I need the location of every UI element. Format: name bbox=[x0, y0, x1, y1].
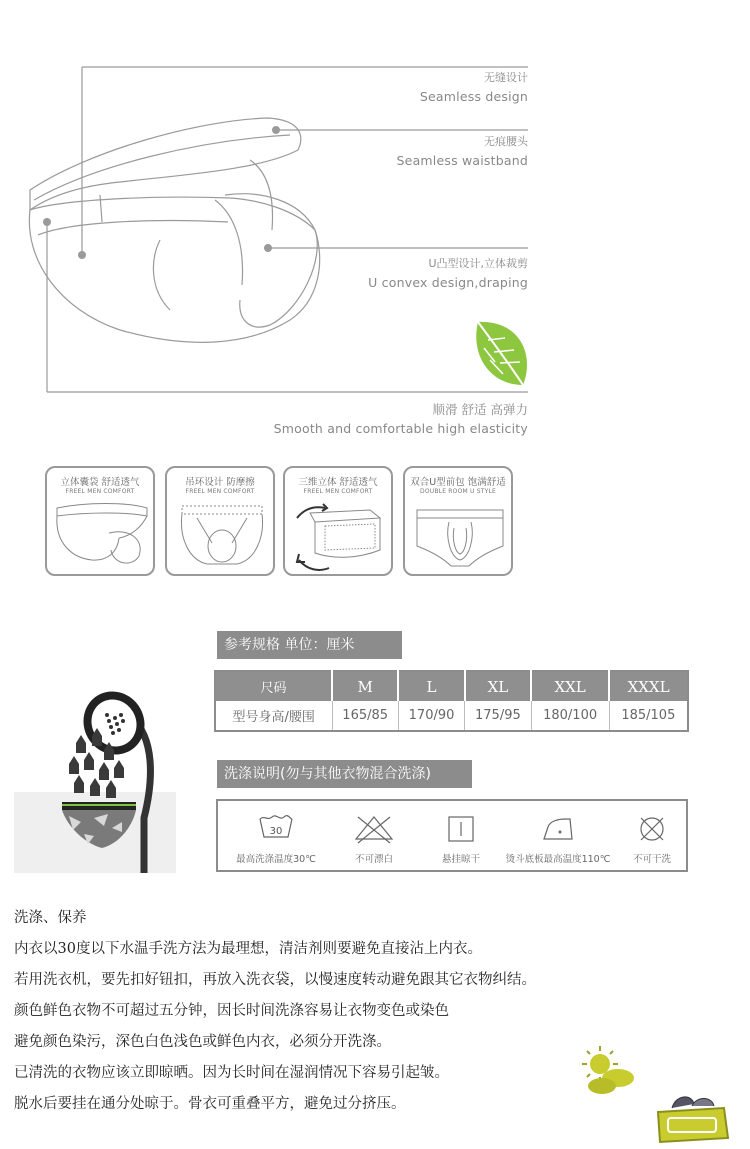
feature-en: Seamless waistband bbox=[396, 153, 528, 168]
3d-drawing bbox=[285, 498, 393, 576]
briefs-line-drawing bbox=[0, 0, 750, 450]
feature-smooth bbox=[274, 400, 528, 438]
size-value-row bbox=[215, 701, 688, 731]
box-title-cn: 双合U型前包 饱满舒适 bbox=[410, 477, 506, 488]
feature-en: U convex design,draping bbox=[368, 275, 528, 290]
feature-seamless-design bbox=[420, 68, 528, 106]
size-header-cell: M bbox=[332, 671, 398, 701]
pouch-drawing bbox=[47, 498, 155, 576]
size-value-cell: 175/95 bbox=[465, 701, 531, 731]
hang-dry-icon bbox=[433, 811, 489, 847]
feature-box-ring bbox=[165, 466, 275, 576]
feature-cn: 无痕腰头 bbox=[484, 135, 528, 148]
size-row-label: 型号身高/腰围 bbox=[215, 701, 332, 731]
care-label: 不可干洗 bbox=[632, 854, 672, 865]
care-item-hang-dry bbox=[433, 811, 489, 865]
box-title-en: FREEL MEN COMFORT bbox=[185, 488, 255, 495]
wash-30-icon bbox=[248, 811, 304, 847]
care-label: 最高洗涤温度30℃ bbox=[236, 854, 316, 865]
feature-cn: 顺滑 舒适 高弹力 bbox=[432, 402, 528, 417]
shower-product-image bbox=[14, 688, 176, 873]
feature-box-3d bbox=[283, 466, 393, 576]
box-title-en: FREEL MEN COMFORT bbox=[65, 488, 135, 495]
wash-temp-text: 30 bbox=[269, 826, 283, 837]
leaf-icon bbox=[476, 322, 527, 385]
size-value-cell: 170/90 bbox=[398, 701, 464, 731]
size-value-cell: 165/85 bbox=[332, 701, 398, 731]
size-table bbox=[214, 670, 689, 732]
care-label: 悬挂晾干 bbox=[441, 854, 481, 865]
care-line: 颜色鲜色衣物不可超过五分钟，因长时间洗涤容易让衣物变色或染色 bbox=[14, 1003, 449, 1019]
care-label: 烫斗底板最高温度110℃ bbox=[505, 854, 611, 865]
care-line: 脱水后要挂在通分处晾于。骨衣可重叠平方，避免过分挤压。 bbox=[14, 1096, 406, 1112]
care-line: 避免颜色染污，深色白色浅色或鲜色内衣，必须分开洗涤。 bbox=[14, 1034, 391, 1050]
feature-en: Seamless design bbox=[419, 89, 528, 104]
feature-u-convex bbox=[368, 254, 528, 292]
feature-box-u-style bbox=[403, 466, 513, 576]
box-title-cn: 三维立体 舒适透气 bbox=[298, 477, 378, 488]
shower-illustration bbox=[14, 688, 176, 873]
laundry-bag-icon bbox=[650, 1090, 732, 1146]
size-header-row bbox=[215, 671, 688, 701]
feature-cn: 无缝设计 bbox=[484, 71, 528, 84]
iron-icon bbox=[530, 811, 586, 847]
no-dry-clean-icon bbox=[624, 811, 680, 847]
no-bleach-icon bbox=[346, 811, 402, 847]
size-section-title: 参考规格 单位：厘米 bbox=[217, 631, 402, 659]
care-line: 若用洗衣机，要先扣好钮扣，再放入洗衣袋，以慢速度转动避免跟其它衣物纠结。 bbox=[14, 972, 536, 988]
box-title-en: FREEL MEN COMFORT bbox=[303, 488, 373, 495]
feature-en: Smooth and comfortable high elasticity bbox=[273, 421, 528, 436]
box-title-en: DOUBLE ROOM U STYLE bbox=[420, 488, 496, 495]
sun-dry-icon bbox=[578, 1042, 640, 1102]
size-header-label: 尺码 bbox=[215, 671, 332, 701]
u-style-drawing bbox=[405, 498, 513, 576]
care-item-no-bleach bbox=[346, 811, 402, 865]
size-value-cell: 180/100 bbox=[531, 701, 609, 731]
wash-section-title: 洗涤说明(勿与其他衣物混合洗涤) bbox=[217, 760, 472, 788]
care-item-iron bbox=[505, 811, 611, 865]
box-title-cn: 立体囊袋 舒适透气 bbox=[60, 477, 140, 488]
care-icons-panel bbox=[216, 799, 688, 872]
feature-cn: U凸型设计,立体裁剪 bbox=[428, 257, 528, 270]
care-label: 不可漂白 bbox=[354, 854, 394, 865]
care-item-wash bbox=[236, 811, 316, 865]
size-header-cell: XL bbox=[465, 671, 531, 701]
ring-drawing bbox=[167, 498, 275, 576]
care-line: 内衣以30度以下水温手洗方法为最理想，清洁剂则要避免直接沾上内衣。 bbox=[14, 941, 482, 957]
care-heading: 洗涤、保养 bbox=[14, 910, 87, 926]
feature-seamless-waistband bbox=[397, 132, 528, 170]
feature-box-pouch bbox=[45, 466, 155, 576]
product-illustration bbox=[0, 0, 750, 450]
care-text-block bbox=[14, 906, 536, 1123]
size-value-cell: 185/105 bbox=[609, 701, 688, 731]
care-line: 已清洗的衣物应该立即晾晒。因为长时间在湿润情况下容易引起皱。 bbox=[14, 1065, 449, 1081]
size-header-cell: L bbox=[398, 671, 464, 701]
size-header-cell: XXL bbox=[531, 671, 609, 701]
size-header-cell: XXXL bbox=[609, 671, 688, 701]
box-title-cn: 吊环设计 防摩擦 bbox=[185, 477, 255, 488]
care-item-no-dry-clean bbox=[624, 811, 680, 865]
